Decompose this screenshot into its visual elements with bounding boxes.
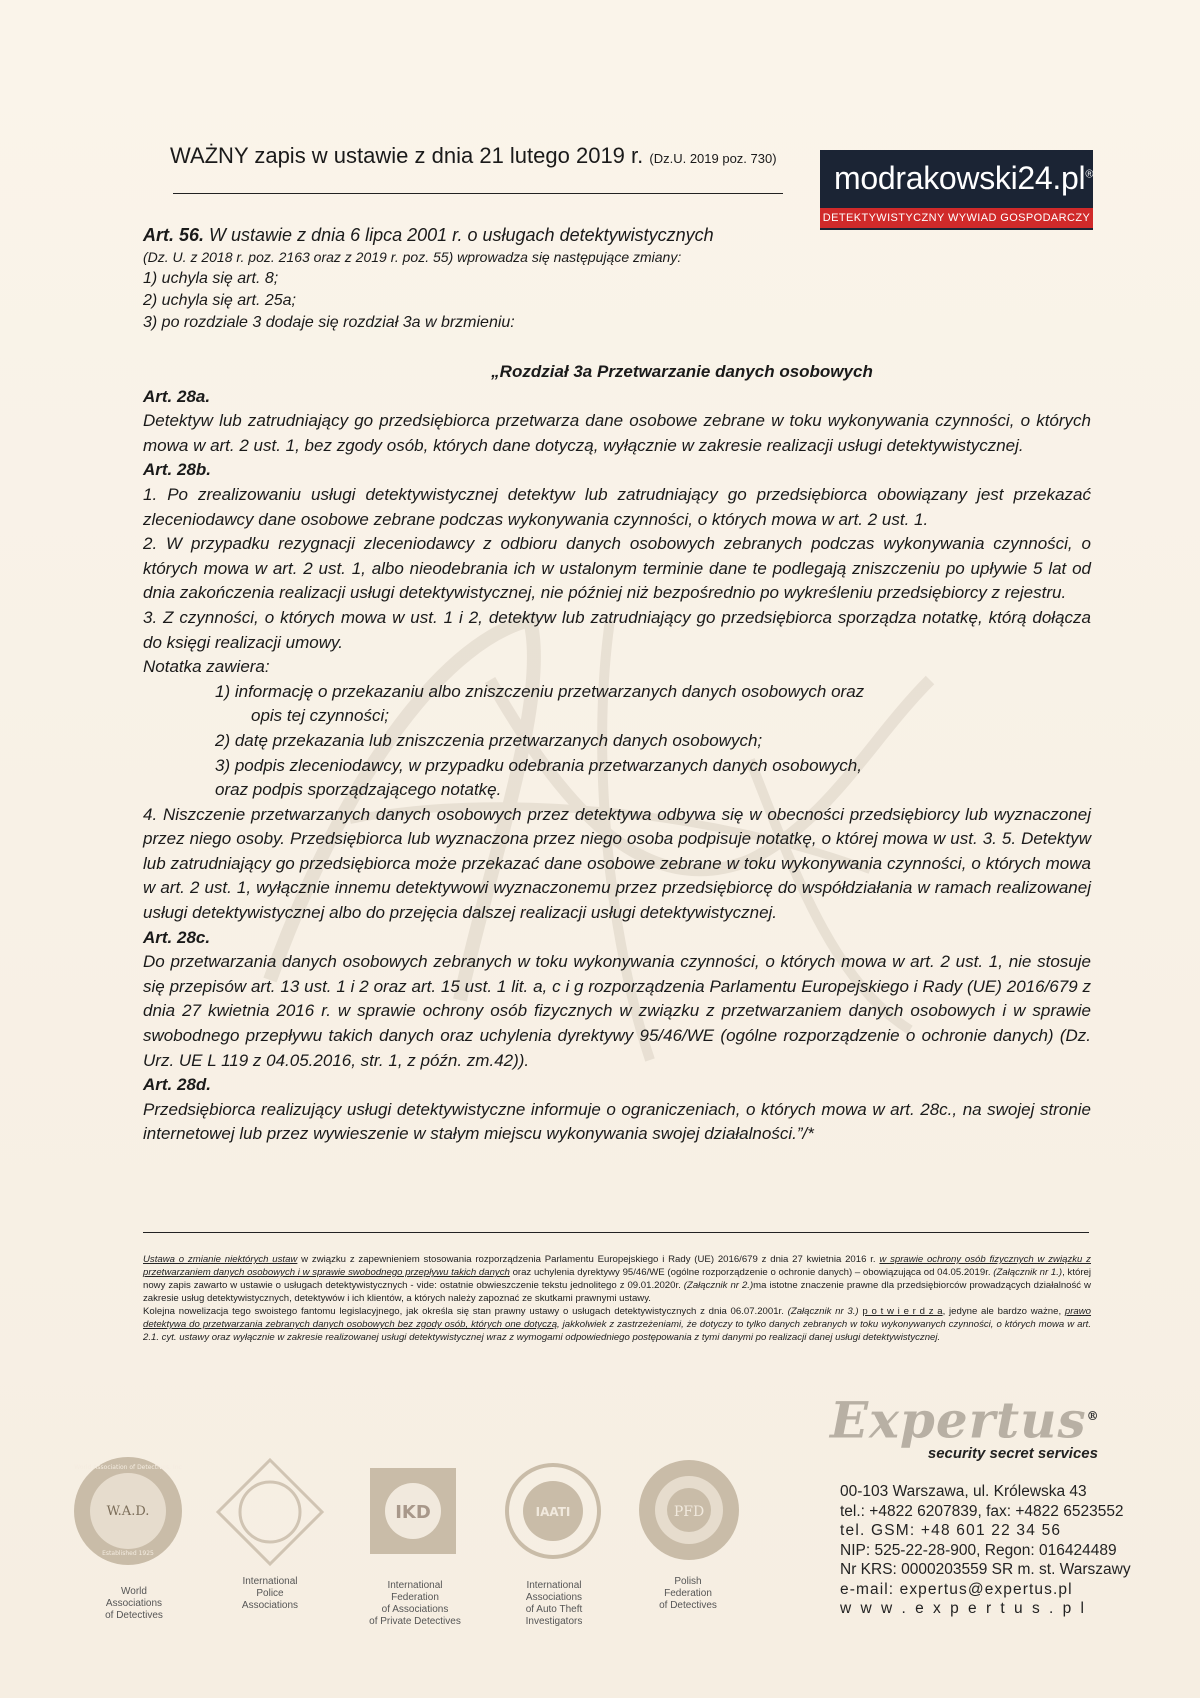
org-iaati-line: International: [526, 1580, 582, 1591]
title-ref: (Dz.U. 2019 poz. 730): [649, 151, 777, 166]
contact-gsm: tel. GSM: +48 601 22 34 56: [840, 1522, 1062, 1539]
notatka-heading: Notatka zawiera:: [143, 657, 270, 677]
footnote-text: ma istotne znaczenie prawne dla przedsiębiorców prowadzących działalność w zakresie usług detektywistycznych, detektywów i ich klientów, a których należy zapoznać ze skutkami prawnymi ustawy.: [143, 1280, 1091, 1304]
page-title: [170, 143, 777, 169]
list-item-2: 2) datę przekazania lub zniszczenia przetwarzanych danych osobowych;: [215, 730, 763, 750]
contact-krs: Nr KRS: 0000203559 SR m. st. Warszawy: [840, 1561, 1131, 1578]
wad-seal-text: W.A.D.: [106, 1504, 150, 1519]
footnote-link-3[interactable]: prawo detektywa do przetwarzania zebranych danych osobowych bez zgody osób, których one dotyczą: [143, 1306, 1092, 1330]
org-wad-line: World: [121, 1586, 147, 1597]
footnote: [143, 1253, 1091, 1344]
wad-seal-ring-text: World Association of Detectives, Inc: [74, 1464, 182, 1471]
pfd-seal-icon: [637, 1458, 741, 1562]
pfd-seal-text: PFD: [673, 1504, 705, 1520]
art-28b-para1: 1. Po zrealizowaniu usługi detektywistycznej detektyw lub zatrudniający go przedsiębiorca obowiązany jest przekazać zleceniodawcy dane osobowe zebrane podczas wykonywania czynności, o których mowa w art. 2 ust. 1.: [143, 484, 1091, 529]
brand-name: modrakowski24.pl: [834, 160, 1086, 196]
contact-email[interactable]: e-mail: expertus@expertus.pl: [840, 1580, 1073, 1598]
org-iaati-line: Associations: [525, 1592, 583, 1603]
wad-seal-icon: [72, 1455, 184, 1567]
chapter-heading: „Rozdział 3a Przetwarzanie danych osobowych: [491, 362, 873, 381]
footnote-link-1[interactable]: Ustawa o zmianie niektórych ustaw: [143, 1254, 298, 1265]
footnote-attachment-2: (Załącznik nr 2.): [683, 1280, 754, 1291]
contact-www[interactable]: w w w . e x p e r t u s . p l: [840, 1600, 1087, 1617]
intro-line2: (Dz. U. z 2018 r. poz. 2163 oraz z 2019 r. poz. 55) wprowadza się następujące zmiany:: [143, 249, 682, 265]
contact-nip: NIP: 525-22-28-900, Regon: 016424489: [840, 1541, 1117, 1559]
ikd-seal-icon: [368, 1466, 458, 1556]
contact-block: [840, 1482, 1131, 1619]
modrakowski-logo[interactable]: [820, 150, 1093, 230]
list-item-1-cont: opis tej czynności;: [251, 706, 389, 726]
ipa-seal-icon: [214, 1456, 326, 1568]
art-28a-heading: Art. 28a.: [143, 386, 211, 406]
org-wad-line: of Detectives: [105, 1610, 163, 1621]
brand-reg-mark: ®: [1085, 168, 1094, 181]
art-28b-para4: 4. Niszczenie przetwarzanych danych osobowych przez detektywa odbywa się w obecności przedsiębiorcy lub wyznaczonej przez niego osoby. Przedsiębiorca lub wyznaczona przez niego osoba podpisuje notatkę, o której mowa w ust. 3. 5. Detektyw lub zatrudniający go przedsiębiorca może przekazać dane osobowe zebrane w toku wykonywania czynności, o których mowa w art. 2 ust. 1, wyłącznie innemu detektywowi wyznaczonemu przez przedsiębiorcę do współdziałania w ramach realizowanej usługi detektywistycznej albo do przejęcia dalszej realizacji usługi detektywistycznej.: [143, 804, 1091, 923]
title-text: WAŻNY zapis w ustawie z dnia 21 lutego 2019 r.: [170, 143, 644, 168]
org-wad: [84, 1586, 184, 1622]
org-ikd: [360, 1580, 470, 1628]
footnote-text: , jakkolwiek z zastrzeżeniami, że dotyczy to tylko danych zebranych w toku wykonywanych czynności, o których mowa w art. 2.1. cyt. ustawy oraz wyłącznie w zakresie realizowanej usługi detektywistycznej wraz z wymogami odpowiedniego postępowania z tymi danymi po realizacji danej usługi detektywistycznej.: [143, 1319, 1091, 1343]
contact-phone: tel.: +4822 6207839, fax: +4822 6523552: [840, 1502, 1124, 1520]
intro-line3: 1) uchyla się art. 8;: [143, 270, 279, 287]
list-item-3-cont: oraz podpis sporządzającego notatkę.: [215, 780, 502, 800]
iaati-seal-icon: [503, 1458, 603, 1564]
art-28c-text: Do przetwarzania danych osobowych zebranych w toku wykonywania czynności, o których mowa w art. 2 ust. 1, nie stosuje się przepisów art. 13 ust. 1 i 2 oraz art. 15 ust. 1 lit. a, c i g rozporządzenia Parlamentu Europejskiego i Rady (UE) 2016/679 z dnia 27 kwietnia 2016 r. w sprawie ochrony osób fizycznych w związku z przetwarzaniem danych osobowych i w sprawie swobodnego przepływu takich danych oraz uchylenia dyrektywy 95/46/WE (ogólne rozporządzenie o ochronie danych) (Dz. Urz. UE L 119 z 04.05.2016, str. 1, z późn. zm.42)).: [143, 952, 1091, 1070]
org-wad-line: Associations: [105, 1598, 163, 1609]
art-28b-heading: Art. 28b.: [143, 460, 212, 480]
footnote-link-2[interactable]: w sprawie ochrony osób fizycznych w związku z przetwarzaniem danych osobowych i w sprawie swobodnego przepływu takich danych: [143, 1254, 1091, 1278]
footnote-text: Kolejna nowelizacja tego swoistego fantomu legislacyjnego, jak określa się stan prawny ustawy o usługach detektywistycznych z dnia 06.07.2001r.: [143, 1306, 788, 1317]
wad-seal-established: Established 1925: [102, 1550, 154, 1557]
org-iaati-line: Investigators: [525, 1616, 583, 1627]
art-28a-text: Detektyw lub zatrudniający go przedsiębiorca przetwarza dane osobowe zebrane w toku wykonywania czynności, o których mowa w art. 2 ust. 1, bez zgody osób, których dane dotyczą, wyłącznie w zakresie realizacji usługi detektywistycznej.: [143, 411, 1091, 455]
art-28c-heading: Art. 28c.: [143, 927, 211, 947]
footnote-text: w związku z zapewnieniem stosowania rozporządzenia Parlamentu Europejskiego i Rady (UE) 2016/679 z dnia 27 kwietnia 2016 r.: [297, 1254, 880, 1265]
footnote-attachment-1: (Załącznik nr 1.): [993, 1267, 1063, 1278]
article-body: [143, 360, 1091, 1147]
art-28d-text: Przedsiębiorca realizujący usługi detektywistyczne informuje o ograniczeniach, o których mowa w art. 28c., na swojej stronie internetowej lub przez wywieszenie w stałym miejscu wykonywania swojej działalności.”/*: [143, 1099, 1091, 1144]
org-iaati: [500, 1580, 608, 1628]
org-pfd-line: of Detectives: [659, 1600, 717, 1611]
intro-line4: 2) uchyla się art. 25a;: [143, 292, 296, 309]
list-item-3: 3) podpis zleceniodawcy, w przypadku odebrania przetwarzanych danych osobowych,: [215, 755, 862, 775]
org-ipa-line: Police: [256, 1588, 284, 1599]
iaati-seal-text: IAATI: [535, 1505, 571, 1519]
expertus-logo[interactable]: [830, 1390, 1098, 1462]
footnote-text: , której nowy zapis zawarto w ustawie o usługach detektywistycznych - vide: ostatnie obwieszczenie tekstu jednolitego z 09.01.2020r.: [143, 1267, 1091, 1291]
art-28b-para3: 3. Z czynności, o których mowa w ust. 1 i 2, detektyw lub zatrudniający go przedsiębiorca sporządza notatkę, którą dołącza do księgi realizacji umowy.: [143, 607, 1091, 652]
footnote-rule: [143, 1232, 1089, 1233]
org-ikd-line: Federation: [391, 1592, 439, 1603]
org-ikd-line: International: [387, 1580, 443, 1591]
intro-line5: 3) po rozdziale 3 dodaje się rozdział 3a w brzmieniu:: [143, 314, 515, 331]
footnote-text: , jedyne ale bardzo ważne,: [942, 1306, 1065, 1317]
org-ipa-line: Associations: [241, 1600, 299, 1611]
expertus-reg-mark: ®: [1086, 1409, 1100, 1423]
footnote-attachment-3: (Załącznik nr 3.): [787, 1306, 859, 1317]
contact-address: 00-103 Warszawa, ul. Królewska 43: [840, 1483, 1087, 1500]
org-ikd-line: of Private Detectives: [369, 1616, 461, 1627]
org-pfd-line: Polish: [674, 1576, 702, 1587]
art-28b-para2: 2. W przypadku rezygnacji zleceniodawcy z odbioru danych osobowych zebranych podczas wykonywania czynności, o których mowa w art. 2 ust. 1, albo nieodebrania ich w ustalonym terminie dane te podlegają zniszczeniu po upływie 5 lat od dnia zakończenia realizacji usługi detektywistycznej, nie później niż bezpośrednio po wykreśleniu przedsiębiorcy z rejestru.: [143, 534, 1091, 603]
title-rule: [173, 193, 783, 194]
expertus-subtitle: security secret services: [927, 1444, 1098, 1462]
brand-tagline: DETEKTYWISTYCZNY WYWIAD GOSPODARCZY: [820, 208, 1093, 228]
intro-block: Art. 56. W ustawie z dnia 6 lipca 2001 r. o usługach detektywistycznych (Dz. U. z 2018 r. poz. 2163 oraz z 2019 r. poz. 55) wprowadza się następujące zmiany: 1) uchyla się art. 8; 2) uchyla się art. 25a; 3) po rozdziale 3 dodaje się rozdział 3a w brzmieniu:: [143, 224, 783, 334]
footnote-text: oraz uchylenia dyrektywy 95/46/WE (ogólne rozporządzenie o ochronie danych) – obowiązująca od 04.05.2019r.: [509, 1267, 994, 1278]
ikd-seal-text: IKD: [395, 1502, 431, 1523]
org-ikd-line: of Associations: [381, 1604, 449, 1615]
intro-line1: W ustawie z dnia 6 lipca 2001 r. o usługach detektywistycznych: [209, 225, 714, 245]
footnote-spaced-word: p o t w i e r d z a: [862, 1306, 943, 1317]
org-pfd-line: Federation: [664, 1588, 712, 1599]
expertus-logo-text: Expertus: [830, 1390, 1087, 1450]
org-ipa-line: International: [242, 1576, 298, 1587]
org-ipa: [220, 1576, 320, 1612]
org-iaati-line: of Auto Theft: [525, 1604, 583, 1615]
list-item-1: 1) informację o przekazaniu albo zniszczeniu przetwarzanych danych osobowych oraz: [215, 681, 865, 701]
art-28d-heading: Art. 28d.: [143, 1075, 212, 1095]
org-pfd: [638, 1576, 738, 1612]
